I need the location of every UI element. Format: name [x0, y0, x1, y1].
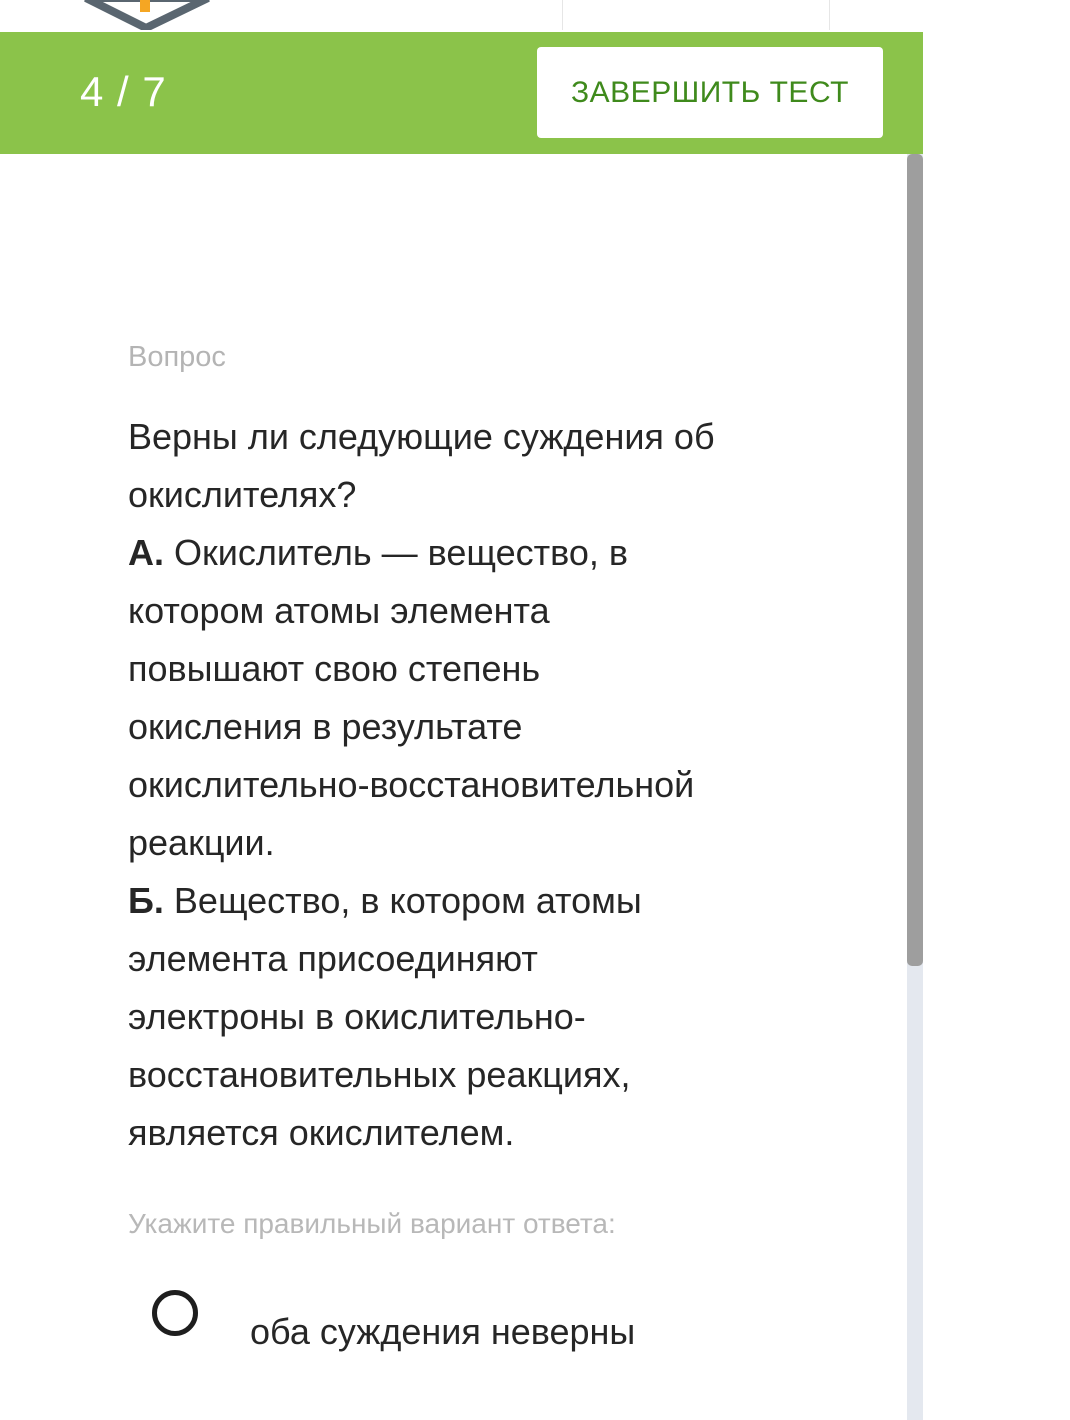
- radio-button[interactable]: [152, 1290, 198, 1336]
- question-content: [128, 330, 868, 1244]
- statement-a-line: окислительно-восстановительной: [128, 764, 695, 805]
- statement-a-line: окисления в результате: [128, 706, 523, 747]
- answer-instruction: Укажите правильный вариант ответа:: [128, 1208, 616, 1239]
- top-strip: [0, 0, 1070, 32]
- question-progress: 4 / 7: [80, 68, 167, 115]
- statement-a-marker: А.: [128, 532, 164, 573]
- statement-b-line: элемента присоединяют: [128, 938, 538, 979]
- statement-b-line: восстановительных реакциях,: [128, 1054, 631, 1095]
- finish-test-button[interactable]: ЗАВЕРШИТЬ ТЕСТ: [537, 47, 883, 138]
- question-text: [128, 408, 828, 1162]
- statement-a-line: котором атомы элемента: [128, 590, 550, 631]
- statement-a-line: повышают свою степень: [128, 648, 541, 689]
- statement-b-marker: Б.: [128, 880, 164, 921]
- top-divider: [829, 0, 830, 30]
- top-divider: [562, 0, 563, 30]
- statement-a-text: Окислитель — вещество, в: [174, 532, 629, 573]
- answer-option-label: оба суждения неверны: [250, 1311, 636, 1352]
- statement-a-line: реакции.: [128, 822, 275, 863]
- question-line: окислителях?: [128, 474, 357, 515]
- question-label: Вопрос: [128, 341, 226, 373]
- scrollbar-thumb[interactable]: [907, 154, 923, 966]
- statement-a-line: [128, 524, 828, 582]
- statement-b-line: [128, 872, 828, 930]
- question-line: Верны ли следующие суждения об: [128, 416, 715, 457]
- logo-icon: [80, 0, 214, 30]
- answer-option[interactable]: [152, 1290, 852, 1350]
- statement-b-text: Вещество, в котором атомы: [173, 880, 642, 921]
- statement-b-line: является окислителем.: [128, 1112, 515, 1153]
- statement-b-line: электроны в окислительно-: [128, 996, 586, 1037]
